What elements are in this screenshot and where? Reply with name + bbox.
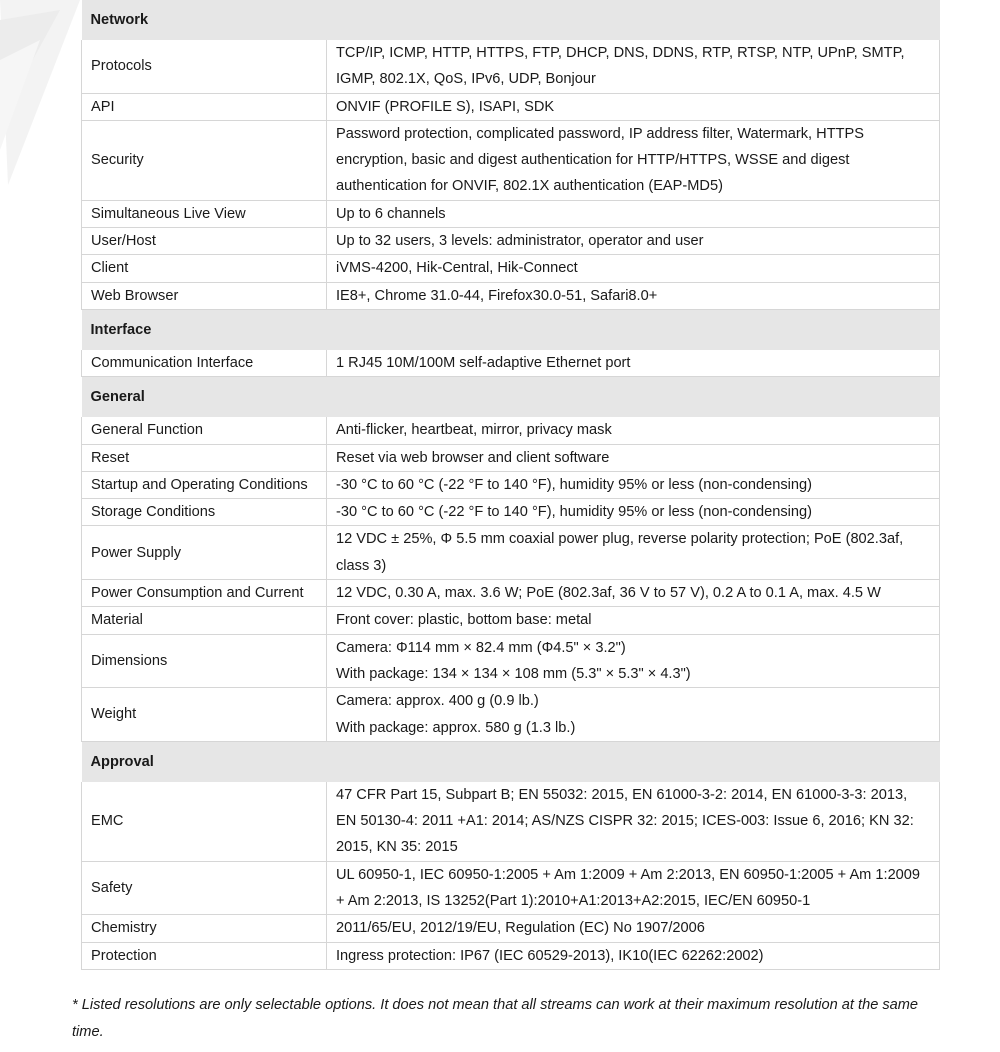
section-header-network bbox=[82, 0, 940, 40]
spec-row-protocols bbox=[82, 40, 940, 93]
spec-value: Front cover: plastic, bottom base: metal bbox=[327, 607, 940, 634]
spec-value: Up to 32 users, 3 levels: administrator, operator and user bbox=[327, 228, 940, 255]
spec-label: Web Browser bbox=[82, 282, 327, 309]
spec-value-line: With package: approx. 580 g (1.3 lb.) bbox=[336, 719, 576, 736]
spec-value: Reset via web browser and client software bbox=[327, 444, 940, 471]
spec-label: General Function bbox=[82, 417, 327, 444]
spec-value-line: With package: 134 × 134 × 108 mm (5.3" × 5.3" × 4.3") bbox=[336, 665, 691, 682]
spec-label: Startup and Operating Conditions bbox=[82, 471, 327, 498]
spec-row-simultaneous-live-view bbox=[82, 200, 940, 227]
spec-label: Communication Interface bbox=[82, 350, 327, 377]
spec-row-weight bbox=[82, 688, 940, 742]
spec-label: Safety bbox=[82, 861, 327, 915]
spec-value: Anti-flicker, heartbeat, mirror, privacy mask bbox=[327, 417, 940, 444]
spec-value: -30 °C to 60 °C (-22 °F to 140 °F), humidity 95% or less (non-condensing) bbox=[327, 471, 940, 498]
spec-label: Power Consumption and Current bbox=[82, 580, 327, 607]
spec-row-reset bbox=[82, 444, 940, 471]
spec-value: UL 60950-1, IEC 60950-1:2005 + Am 1:2009 + Am 2:2013, EN 60950-1:2005 + Am 1:2009 + Am 2:2013, IS 13252(Part 1):2010+A1:2013+A2:2015, IEC/EN 60950-1 bbox=[327, 861, 940, 915]
spec-value: 2011/65/EU, 2012/19/EU, Regulation (EC) No 1907/2006 bbox=[327, 915, 940, 942]
section-title: Network bbox=[82, 0, 940, 40]
spec-row-dimensions bbox=[82, 634, 940, 688]
spec-row-safety bbox=[82, 861, 940, 915]
spec-row-material bbox=[82, 607, 940, 634]
spec-label: Dimensions bbox=[82, 634, 327, 688]
spec-row-communication-interface bbox=[82, 350, 940, 377]
spec-value: iVMS-4200, Hik-Central, Hik-Connect bbox=[327, 255, 940, 282]
spec-row-protection bbox=[82, 942, 940, 969]
spec-label: Chemistry bbox=[82, 915, 327, 942]
spec-row-general-function bbox=[82, 417, 940, 444]
spec-label: Power Supply bbox=[82, 526, 327, 580]
spec-value: 47 CFR Part 15, Subpart B; EN 55032: 2015, EN 61000-3-2: 2014, EN 61000-3-3: 2013, EN 50130-4: 2011 +A1: 2014; AS/NZS CISPR 32: 2015; ICES-003: Issue 6, 2016; KN 32: 2015, KN 35: 2015 bbox=[327, 782, 940, 861]
spec-row-emc bbox=[82, 782, 940, 861]
spec-value: TCP/IP, ICMP, HTTP, HTTPS, FTP, DHCP, DNS, DDNS, RTP, RTSP, NTP, UPnP, SMTP, IGMP, 802.1X, QoS, IPv6, UDP, Bonjour bbox=[327, 40, 940, 93]
spec-label: API bbox=[82, 93, 327, 120]
spec-row-security bbox=[82, 120, 940, 200]
spec-row-startup-operating-conditions bbox=[82, 471, 940, 498]
spec-label: Material bbox=[82, 607, 327, 634]
spec-label: Protocols bbox=[82, 40, 327, 93]
spec-label: Protection bbox=[82, 942, 327, 969]
section-title: General bbox=[82, 377, 940, 418]
specification-table bbox=[81, 0, 940, 970]
section-title: Approval bbox=[82, 741, 940, 782]
spec-row-user-host bbox=[82, 228, 940, 255]
spec-value-line: Camera: approx. 400 g (0.9 lb.) bbox=[336, 693, 539, 710]
spec-label: Simultaneous Live View bbox=[82, 200, 327, 227]
spec-value bbox=[327, 634, 940, 688]
spec-label: EMC bbox=[82, 782, 327, 861]
spec-value: Up to 6 channels bbox=[327, 200, 940, 227]
spec-label: Security bbox=[82, 120, 327, 200]
spec-value: 12 VDC ± 25%, Φ 5.5 mm coaxial power plug, reverse polarity protection; PoE (802.3af, class 3) bbox=[327, 526, 940, 580]
spec-label: Weight bbox=[82, 688, 327, 742]
section-title: Interface bbox=[82, 309, 940, 350]
spec-row-client bbox=[82, 255, 940, 282]
spec-value: Password protection, complicated password, IP address filter, Watermark, HTTPS encryption, basic and digest authentication for HTTP/HTTPS, WSSE and digest authentication for ONVIF, 802.1X authentication (EAP-MD5) bbox=[327, 120, 940, 200]
spec-row-power-consumption bbox=[82, 580, 940, 607]
footnote: * Listed resolutions are only selectable options. It does not mean that all streams can work at their maximum resolution at the same time. bbox=[72, 997, 919, 1040]
section-header-general bbox=[82, 377, 940, 418]
spec-value: IE8+, Chrome 31.0-44, Firefox30.0-51, Safari8.0+ bbox=[327, 282, 940, 309]
spec-value bbox=[327, 688, 940, 742]
spec-label: Reset bbox=[82, 444, 327, 471]
spec-row-chemistry bbox=[82, 915, 940, 942]
spec-label: Client bbox=[82, 255, 327, 282]
spec-value-line: Camera: Φ114 mm × 82.4 mm (Φ4.5" × 3.2") bbox=[336, 639, 626, 656]
spec-row-storage-conditions bbox=[82, 499, 940, 526]
spec-value: Ingress protection: IP67 (IEC 60529-2013), IK10(IEC 62262:2002) bbox=[327, 942, 940, 969]
spec-row-web-browser bbox=[82, 282, 940, 309]
section-header-approval bbox=[82, 741, 940, 782]
spec-label: Storage Conditions bbox=[82, 499, 327, 526]
section-header-interface bbox=[82, 309, 940, 350]
spec-row-api bbox=[82, 93, 940, 120]
spec-value: 1 RJ45 10M/100M self-adaptive Ethernet port bbox=[327, 350, 940, 377]
spec-value: 12 VDC, 0.30 A, max. 3.6 W; PoE (802.3af, 36 V to 57 V), 0.2 A to 0.1 A, max. 4.5 W bbox=[327, 580, 940, 607]
brand-watermark-graphic bbox=[0, 0, 90, 190]
spec-label: User/Host bbox=[82, 228, 327, 255]
spec-value: ONVIF (PROFILE S), ISAPI, SDK bbox=[327, 93, 940, 120]
spec-value: -30 °C to 60 °C (-22 °F to 140 °F), humidity 95% or less (non-condensing) bbox=[327, 499, 940, 526]
spec-row-power-supply bbox=[82, 526, 940, 580]
